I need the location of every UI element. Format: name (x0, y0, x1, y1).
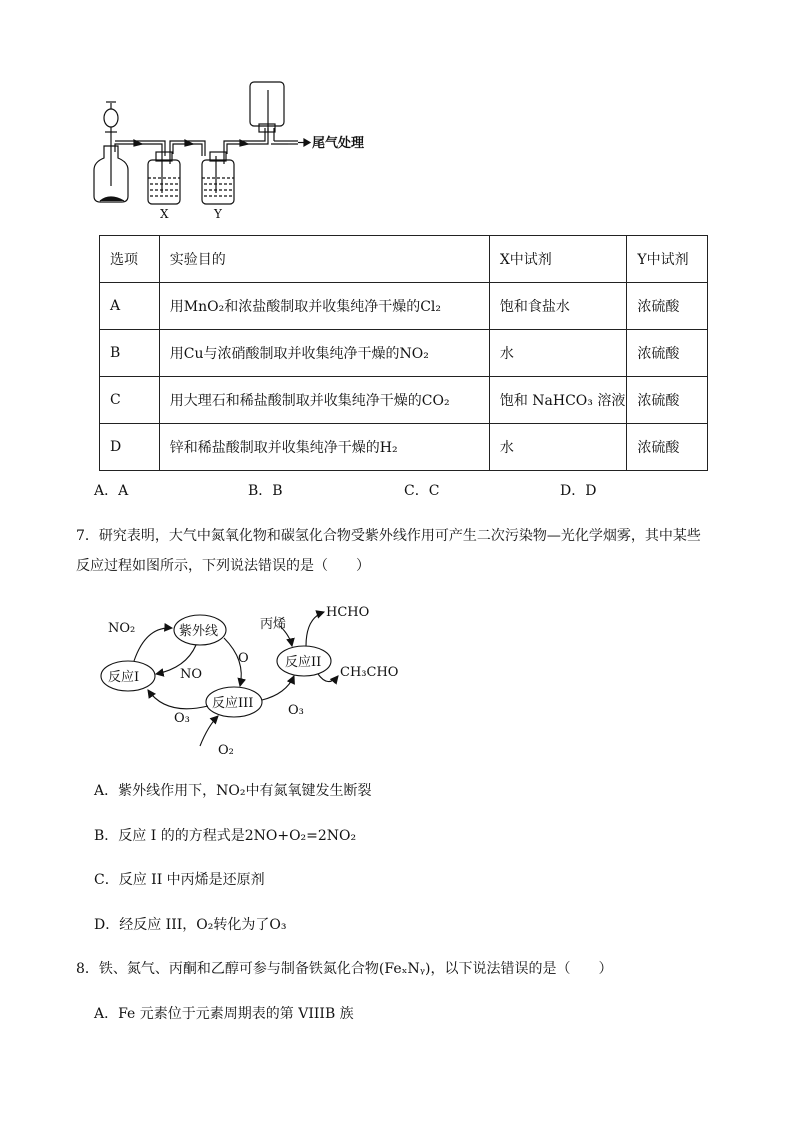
q7-option-d: D．经反应 III，O₂转化为了O₃ (94, 917, 287, 933)
q7-option-a: A．紫外线作用下，NO₂中有氮氧键发生断裂 (94, 783, 372, 799)
q7-option-c: C．反应 II 中丙烯是还原剂 (94, 872, 265, 888)
no-label: NO (180, 667, 203, 682)
bottle-x-label: X (160, 207, 169, 221)
row-x: 饱和食盐水 (489, 283, 627, 330)
bottle-y (202, 160, 234, 204)
row-x: 水 (489, 424, 627, 471)
header-x: X中试剂 (489, 236, 627, 283)
row-option: D (100, 424, 160, 471)
header-option: 选项 (100, 236, 160, 283)
q6-answer-b: B．B (248, 483, 283, 499)
row-purpose: 用MnO₂和浓盐酸制取并收集纯净干燥的Cl₂ (159, 283, 489, 330)
q6-answer-a: A．A (94, 483, 129, 499)
reaction-2-label: 反应II (285, 655, 322, 670)
table-row (100, 377, 708, 424)
funnel-bulb (104, 109, 118, 127)
table-header-row (100, 236, 708, 283)
header-purpose: 实验目的 (159, 236, 489, 283)
o3-right-label: O₃ (288, 703, 304, 718)
options-table (99, 235, 708, 471)
bottle-x (148, 160, 180, 204)
reaction-cycle-diagram (96, 598, 406, 760)
uv-label: 紫外线 (179, 624, 219, 639)
table-row (100, 424, 708, 471)
reaction-1-label: 反应I (108, 670, 140, 685)
q7-option-b: B．反应 I 的的方程式是2NO+O₂=2NO₂ (94, 828, 357, 844)
propene-label: 丙烯 (260, 617, 287, 632)
q8-option-a: A．Fe 元素位于元素周期表的第 VIIIB 族 (94, 1006, 354, 1022)
row-y: 浓硫酸 (627, 330, 708, 377)
reaction-3-label: 反应III (212, 696, 254, 711)
table-row (100, 283, 708, 330)
q6-answer-c: C．C (404, 483, 440, 499)
row-y: 浓硫酸 (627, 377, 708, 424)
row-option: B (100, 330, 160, 377)
ch3cho-label: CH₃CHO (340, 665, 399, 680)
table-row (100, 330, 708, 377)
q7-stem-line1: 7．研究表明，大气中氮氧化物和碳氢化合物受紫外线作用可产生二次污染物—光化学烟雾，其中某些 (76, 528, 701, 544)
header-y: Y中试剂 (627, 236, 708, 283)
row-option: A (100, 283, 160, 330)
hcho-label: HCHO (326, 605, 370, 620)
apparatus-diagram (90, 78, 390, 223)
o3-left-label: O₃ (174, 711, 190, 726)
o2-label: O₂ (218, 743, 234, 758)
q8-stem: 8．铁、氮气、丙酮和乙醇可参与制备铁氮化合物(FeₓNᵧ)，以下说法错误的是（ ） (76, 961, 613, 977)
row-purpose: 用大理石和稀盐酸制取并收集纯净干燥的CO₂ (159, 377, 489, 424)
row-purpose: 用Cu与浓硝酸制取并收集纯净干燥的NO₂ (159, 330, 489, 377)
row-purpose: 锌和稀盐酸制取并收集纯净干燥的H₂ (159, 424, 489, 471)
q6-answer-d: D．D (560, 483, 597, 499)
row-x: 饱和 NaHCO₃ 溶液 (489, 377, 627, 424)
row-x: 水 (489, 330, 627, 377)
row-y: 浓硫酸 (627, 424, 708, 471)
no2-label: NO₂ (108, 621, 136, 636)
collection-bottle (250, 82, 284, 126)
outlet-label: 尾气处理 (312, 136, 365, 151)
o-label: O (238, 651, 249, 666)
q7-stem-line2: 反应过程如图所示，下列说法错误的是（ ） (76, 558, 370, 574)
bottle-y-label: Y (214, 207, 222, 221)
row-y: 浓硫酸 (627, 283, 708, 330)
row-option: C (100, 377, 160, 424)
